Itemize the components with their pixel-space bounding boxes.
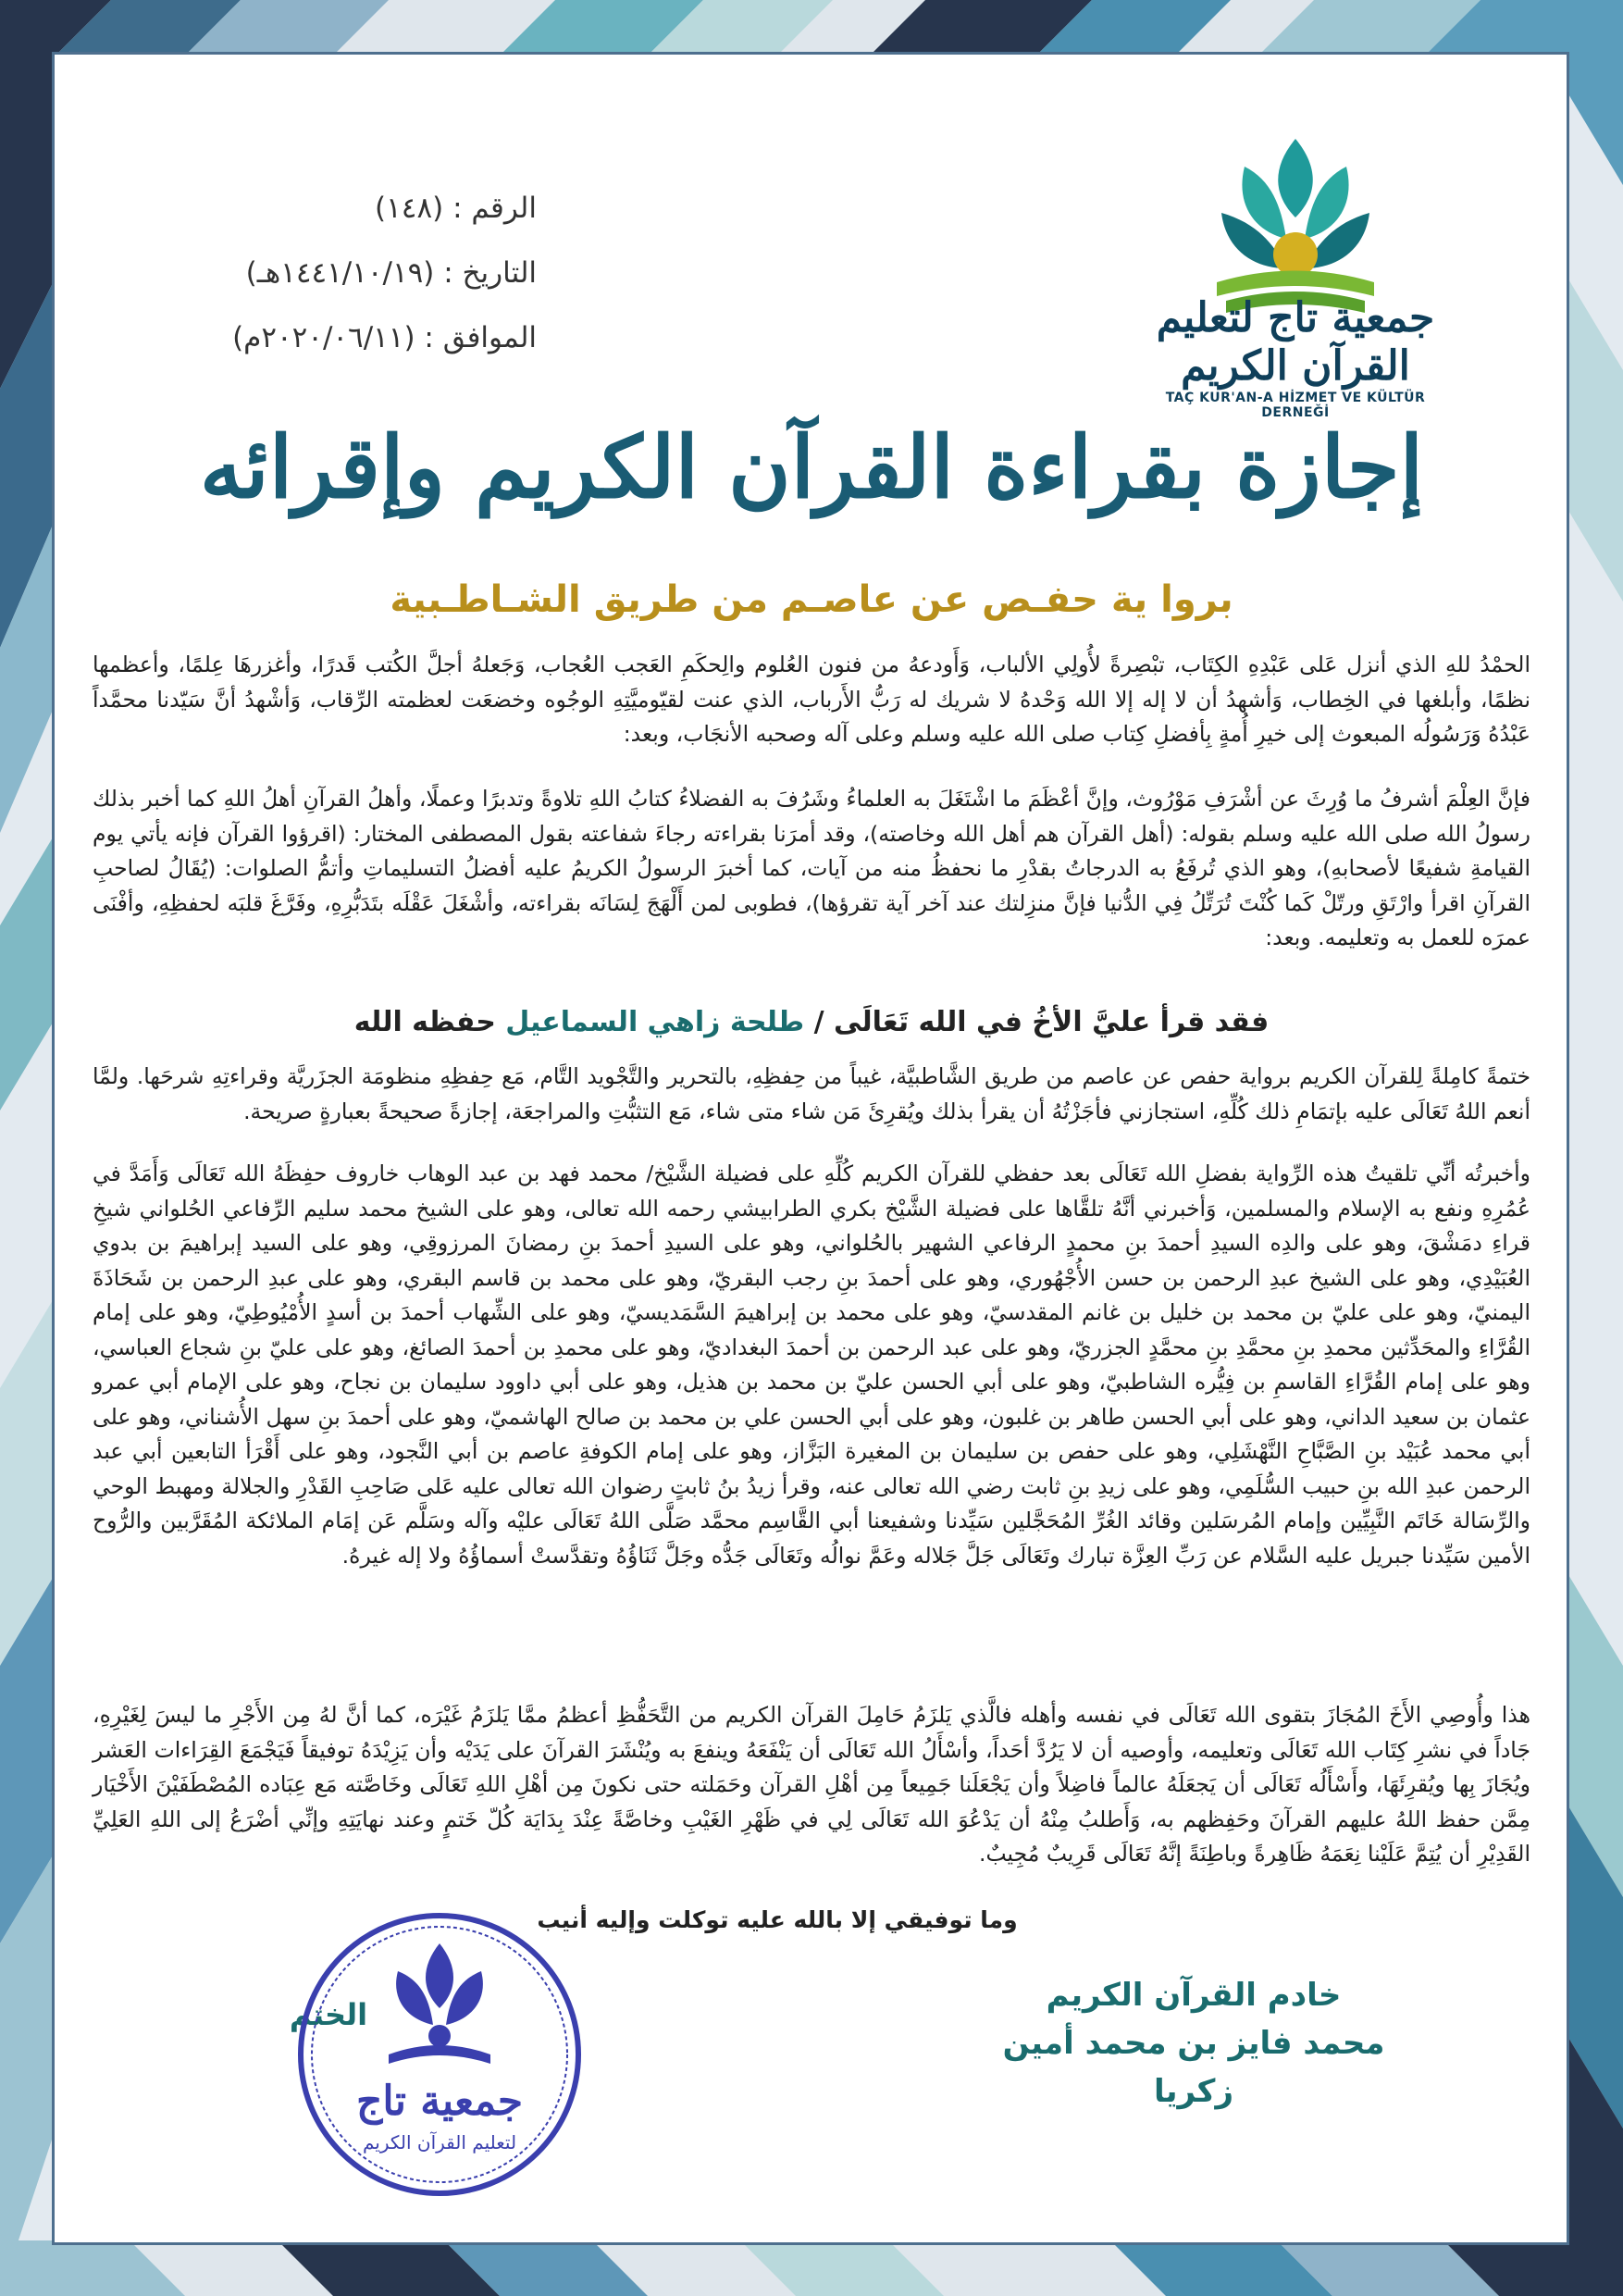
logo-turkish-name: TAÇ KUR'AN-A HİZMET VE KÜLTÜR DERNEĞİ (1165, 391, 1426, 420)
chain-paragraph: وأخبرتُه أنِّي تلقيتُ هذه الرِّواية بفضلِ الله تَعَالَى بعد حفظي للقرآن الكريم كُلِّهِ على فضيلة الشَّيْخ/ محمد فهد بن عبد الوهاب خاروف حفِظَهُ الله تَعَالَى وَأَمَدَّ في عُمُرِهِ ونفع به الإسلام والمسلمين، وَأخبرني أنَّهُ تلقَّاها على فضيلة الشَّيْخ بكري الطرابيشي رحمه الله تعالى، وهو على الشيخ محمد سليم الرِّفاعي الحُلواني شيخِ قراءِ دمَشْقَ، وهو على والدِه السيدِ أحمدَ بنِ محمدٍ الرفاعي الشهير بالحُلواني، وهو على السيدِ أحمدَ بنِ رمضانَ المرزوقِي، وهو على السيد إبراهيمَ بن بدوي العُبَيْدِي، وهو على الشيخ عبدِ الرحمن بن حسن الأُجْهُوري، وهو على أحمدَ بنِ رجب البقريّ، وهو على محمد بن قاسم البقري، وهو على عبدِ الرحمن بن شَحَاذَةَ اليمنيّ، وهو على عليّ بن محمد بن خليل بن غانم المقدسيّ، وهو على محمد بن إبراهيمَ السَّمَديسيّ، وهو على الشِّهاب أحمدَ بن أسدٍ الأُمْيُوطِيّ، وهو على إمام القُرَّاءِ والمحَدِّثين محمدِ بنِ محمَّدِ بنِ محمَّدٍ الجزريّ، وهو على عبد الرحمن بن أحمدَ البغداديّ، وهو على محمدِ بن أحمدَ الصائغ، وهو على عليّ بنِ شجاع العباسي، وهو على إمام القُرَّاءِ القاسمِ بن فِيُّره الشاطبيّ، وهو على أبي الحسن عليّ بن محمد بن هذيل، وهو على أبي داوود سليمان بن نجاح، وهو على الإمام أبي عمرو عثمان بن سعيد الداني، وهو على أبي الحسن طاهر بن غلبون، وهو على أبي الحسن علي بن محمد بن صالح الهاشميّ، وهو على أحمدَ بنِ سهل الأُشناني، وهو على أبي محمد عُبَيْد بنِ الصَّبَّاحِ النَّهْشَلِي، وهو على حفص بن سليمان بن المغيرة البَزَّاز، وهو على إمام الكوفةِ عاصم بن أبي النَّجود، وهو على أَقْرَأ التابعين أبي عبد الرحمن عبدِ الله بنِ حبيب السُّلَمِي، وهو على زيدِ بنِ ثابت رضي الله تعالى عنه، وقرأ زيدُ بنُ ثابتٍ رضوان الله تعالى عليه عَلى صَاحِبِ القَدْرِ والجلالة ومهبط الوحي والرِّسَالة خَاتَم النَّبِيِّين وإمام المُرسَلين وقائد الغُرِّ المُحَجَّلين سَيِّدنا وشفيعنا أبي القَّاسِم محمَّد صَلَّى اللهُ تَعَالَى عليْه وآله وسَلَّم عَن إمَام الملائكة المُقَرَّبين والرُّوح الأمين سَيِّدنا جبريل عليه السَّلام عن رَبِّ العِزَّة تبارك وتَعَالَى جَلَّ جَلاله وعَمَّ نوالُه وتَعَالَى جَدُّه وجَلَّ ثَنَاؤُهُ وتقدَّستْ أسماؤُهُ ولا إله غيرهُ. (93, 1160, 1530, 1569)
signature-block (972, 1971, 1416, 2116)
completion-paragraph: ختمةً كامِلةً لِلقرآن الكريم برواية حفص عن عاصم من طريق الشَّاطبيَّة، غيباً من حِفظِهِ، بالتحرير والتَّجْويد التَّام، مَع حِفظِهِ منظومَة الجزَريَّة وقراءتِهِ شرحَها. ولمَّا أنعم اللهُ تَعَالَى عليه بإتمَامِ ذلك كُلِّهِ، استجازني فأجَزْتُهُ أن يقرأ بذلك ويُقرِئَ مَن شاء متى شاء، مَع التثبُّتِ والمراجعَة، إجازةً صحيحةً بعبارةٍ صريحة. (93, 1063, 1530, 1124)
closing-line: وما توفيقي إلا بالله عليه توكلت وإليه أنيب (537, 1906, 1018, 1933)
hijri-date-label: التاريخ : (443, 256, 537, 290)
student-prefix: فقد قرأ عليَّ الأخُ في الله تَعَالَى / (813, 1006, 1270, 1038)
virtue-paragraph: فإنَّ العِلْمَ أشرفُ ما وُرِثَ عن أشْرَفِ مَوْرُوث، وإنَّ أعْظَمَ ما اشْتَغَلَ به العلماءُ وشَرُفَ به الفضلاءُ كتابُ اللهِ تلاوةً وتدبرًا وعملًا، وأهلُ القرآنِ أهلُ اللهِ كما أخبر بذلك رسولُ الله صلى الله عليه وسلم بقوله: (أهل القرآن هم أهل الله وخاصته)، وقد أمرَنا بقراءته رجاءَ شفاعته بقول المصطفى المختار: (اقرؤوا القرآن فإنه يأتي يوم القيامةِ شفيعًا لأصحابهِ)، وهو الذي تُرفَعُ به الدرجاتُ بقدْرِ ما نحفظُ منه من آيات، كما أخبرَ الرسولُ الكريمُ عليه أفضلُ التسليماتِ وأتمُّ الصلوات: (يُقَالُ لصاحبِ القرآنِ اقرأ وارْتَقِ ورتّلْ كَما كُنْتَ تُرَتِّلُ فِي الدُّنيا فإنَّ منزِلتك عند آخر آية تقرؤها)، فطوبى لمن أَلْهَجَ لِسَانَه بقراءته، وأشْغَلَ عَقْلَه بتَدَبُّرِهِ، وفَرَّغَ قلبَه لحفظِهِ، وأفْنَى عمرَه للعمل به وتعليمه. وبعد: (93, 786, 1530, 950)
top-border-decoration (0, 0, 1623, 56)
seal-sub-text: لتعليم القرآن الكريم (362, 2131, 517, 2153)
number-label: الرقم : (452, 192, 537, 225)
right-border-decoration (1567, 0, 1623, 2296)
intro-paragraph: الحمْدُ للهِ الذي أنزل عَلى عَبْدِهِ الكِتَاب، تبْصِرةً لأُولِي الألباب، وَأَودعهُ من فنون العُلوم والِحكَمِ العَجب العُجاب، وَجَعلهُ أجلَّ الكُتب قَدرًا، وأغزرهَا عِلمًا، وأعظمها نظمًا، وأبلغها في الخِطاب، وَأشهدُ أن لا إله إلا الله وَحْدهُ لا شريك له رَبُّ الأَرباب، الذي عنت لقيّوميَّتِهِ الوجُوه وخضعَت لعظمته الرِّقاب، وَأشْهدُ أنَّ سَيّدنا محمَّداً عَبْدُهُ وَرَسُولُه المبعوث إلى خيرِ أُمةٍ بِأفضلِ كِتاب صلى الله عليه وسلم وعلى آله وصحبه الأنجَاب، وبعد: (93, 652, 1530, 747)
left-border-decoration (0, 0, 56, 2296)
number-value: (١٤٨) (375, 192, 444, 225)
student-suffix: حفظه الله (353, 1006, 496, 1038)
student-name: طلحة زاهي السماعيل (505, 1006, 805, 1038)
logo-arabic-name: جمعية تاج لتعليم القرآن الكريم (1156, 294, 1435, 390)
seal-label: الختم (289, 1997, 368, 2032)
gregorian-date-value: (٢٠٢٠/٠٦/١١م) (232, 321, 415, 354)
signature-title: خادم القرآن الكريم (1046, 1977, 1342, 2014)
gregorian-date-row (185, 305, 537, 370)
gregorian-date-label: الموافق : (424, 321, 537, 354)
seal-stamp-icon (287, 1906, 592, 2203)
seal-main-text: جمعية تاج (355, 2078, 524, 2125)
bottom-border-decoration (0, 2240, 1623, 2296)
student-line (93, 999, 1530, 1046)
logo-text (1134, 294, 1457, 420)
number-row (185, 176, 537, 241)
hijri-date-value: (١٤٤١/١٠/١٩هـ) (245, 256, 435, 290)
signature-name: محمد فايز بن محمد أمين زكريا (1002, 2025, 1385, 2110)
certificate-subtitle: بروا ية حفـص عن عاصـم من طريق الشـاطـبية (390, 578, 1233, 621)
document-meta (185, 176, 537, 370)
hijri-date-row (185, 241, 537, 305)
certificate-title: إجازة بقراءة القرآن الكريم وإقرائه (199, 417, 1424, 517)
advice-paragraph: هذا وأُوصِي الأَخَ المُجَازَ بتقوى الله تَعَالَى في نفسه وأهله فالَّذي يَلزَمُ حَامِلَ القرآن الكريم من التَّحَفُّظِ أعظمُ ممَّا يَلزَمُ غَيْرَه، كما أنَّ لهُ مِن الأَجْرِ ما ليسَ لِغَيْرِهِ، جَاداً في نشرِ كِتَاب الله تَعَالَى وتعليمه، وأوصيه أن لا يَرُدَّ أحَداً، وأسْأَلُ الله تَعَالَى أن يَنْفَعَهُ وينفعَ به ويُنْشَرَ القرآنَ على يَدَيْه وأن يَزِيْدَهُ توفيقاً فَيَجْمَعَ القِرَاءات العَشر ويُجَازَ بِها ويُقرِئَهَا، وأَسْأَلُه تَعَالَى أن يَجعَلَهُ عالماً فاضِلاً وأن يَجْعَلَنا جَمِيعاً مِن أهْلِ القرآن وحَمَلته حتى نكونَ مِن أهْلِ اللهِ تَعَالَى وخَاصَّته مَع عِبَاده المُصْطَفَيْنَ الأَخْيَار مِمَّن حفظ اللهُ عليهم القرآنَ وحَفِظهم به، وَأَطلبُ مِنْهُ أن يَدْعُوَ الله تَعَالَى لِي في ظَهْرِ الغَيْبِ وخاصَّةً عِنْدَ بِدَايَة كُلّ خَتمٍ وعند نهايَتِهِ وإنِّي أضْرَعُ إلى اللهِ العَلِيِّ القَدِيْرِ أن يُتِمَّ عَلَيْنا نِعَمَهُ ظَاهِرةً وباطِنَةً إنَّهُ تَعَالَى قَرِيبٌ مُجِيبٌ. (93, 1702, 1530, 1867)
